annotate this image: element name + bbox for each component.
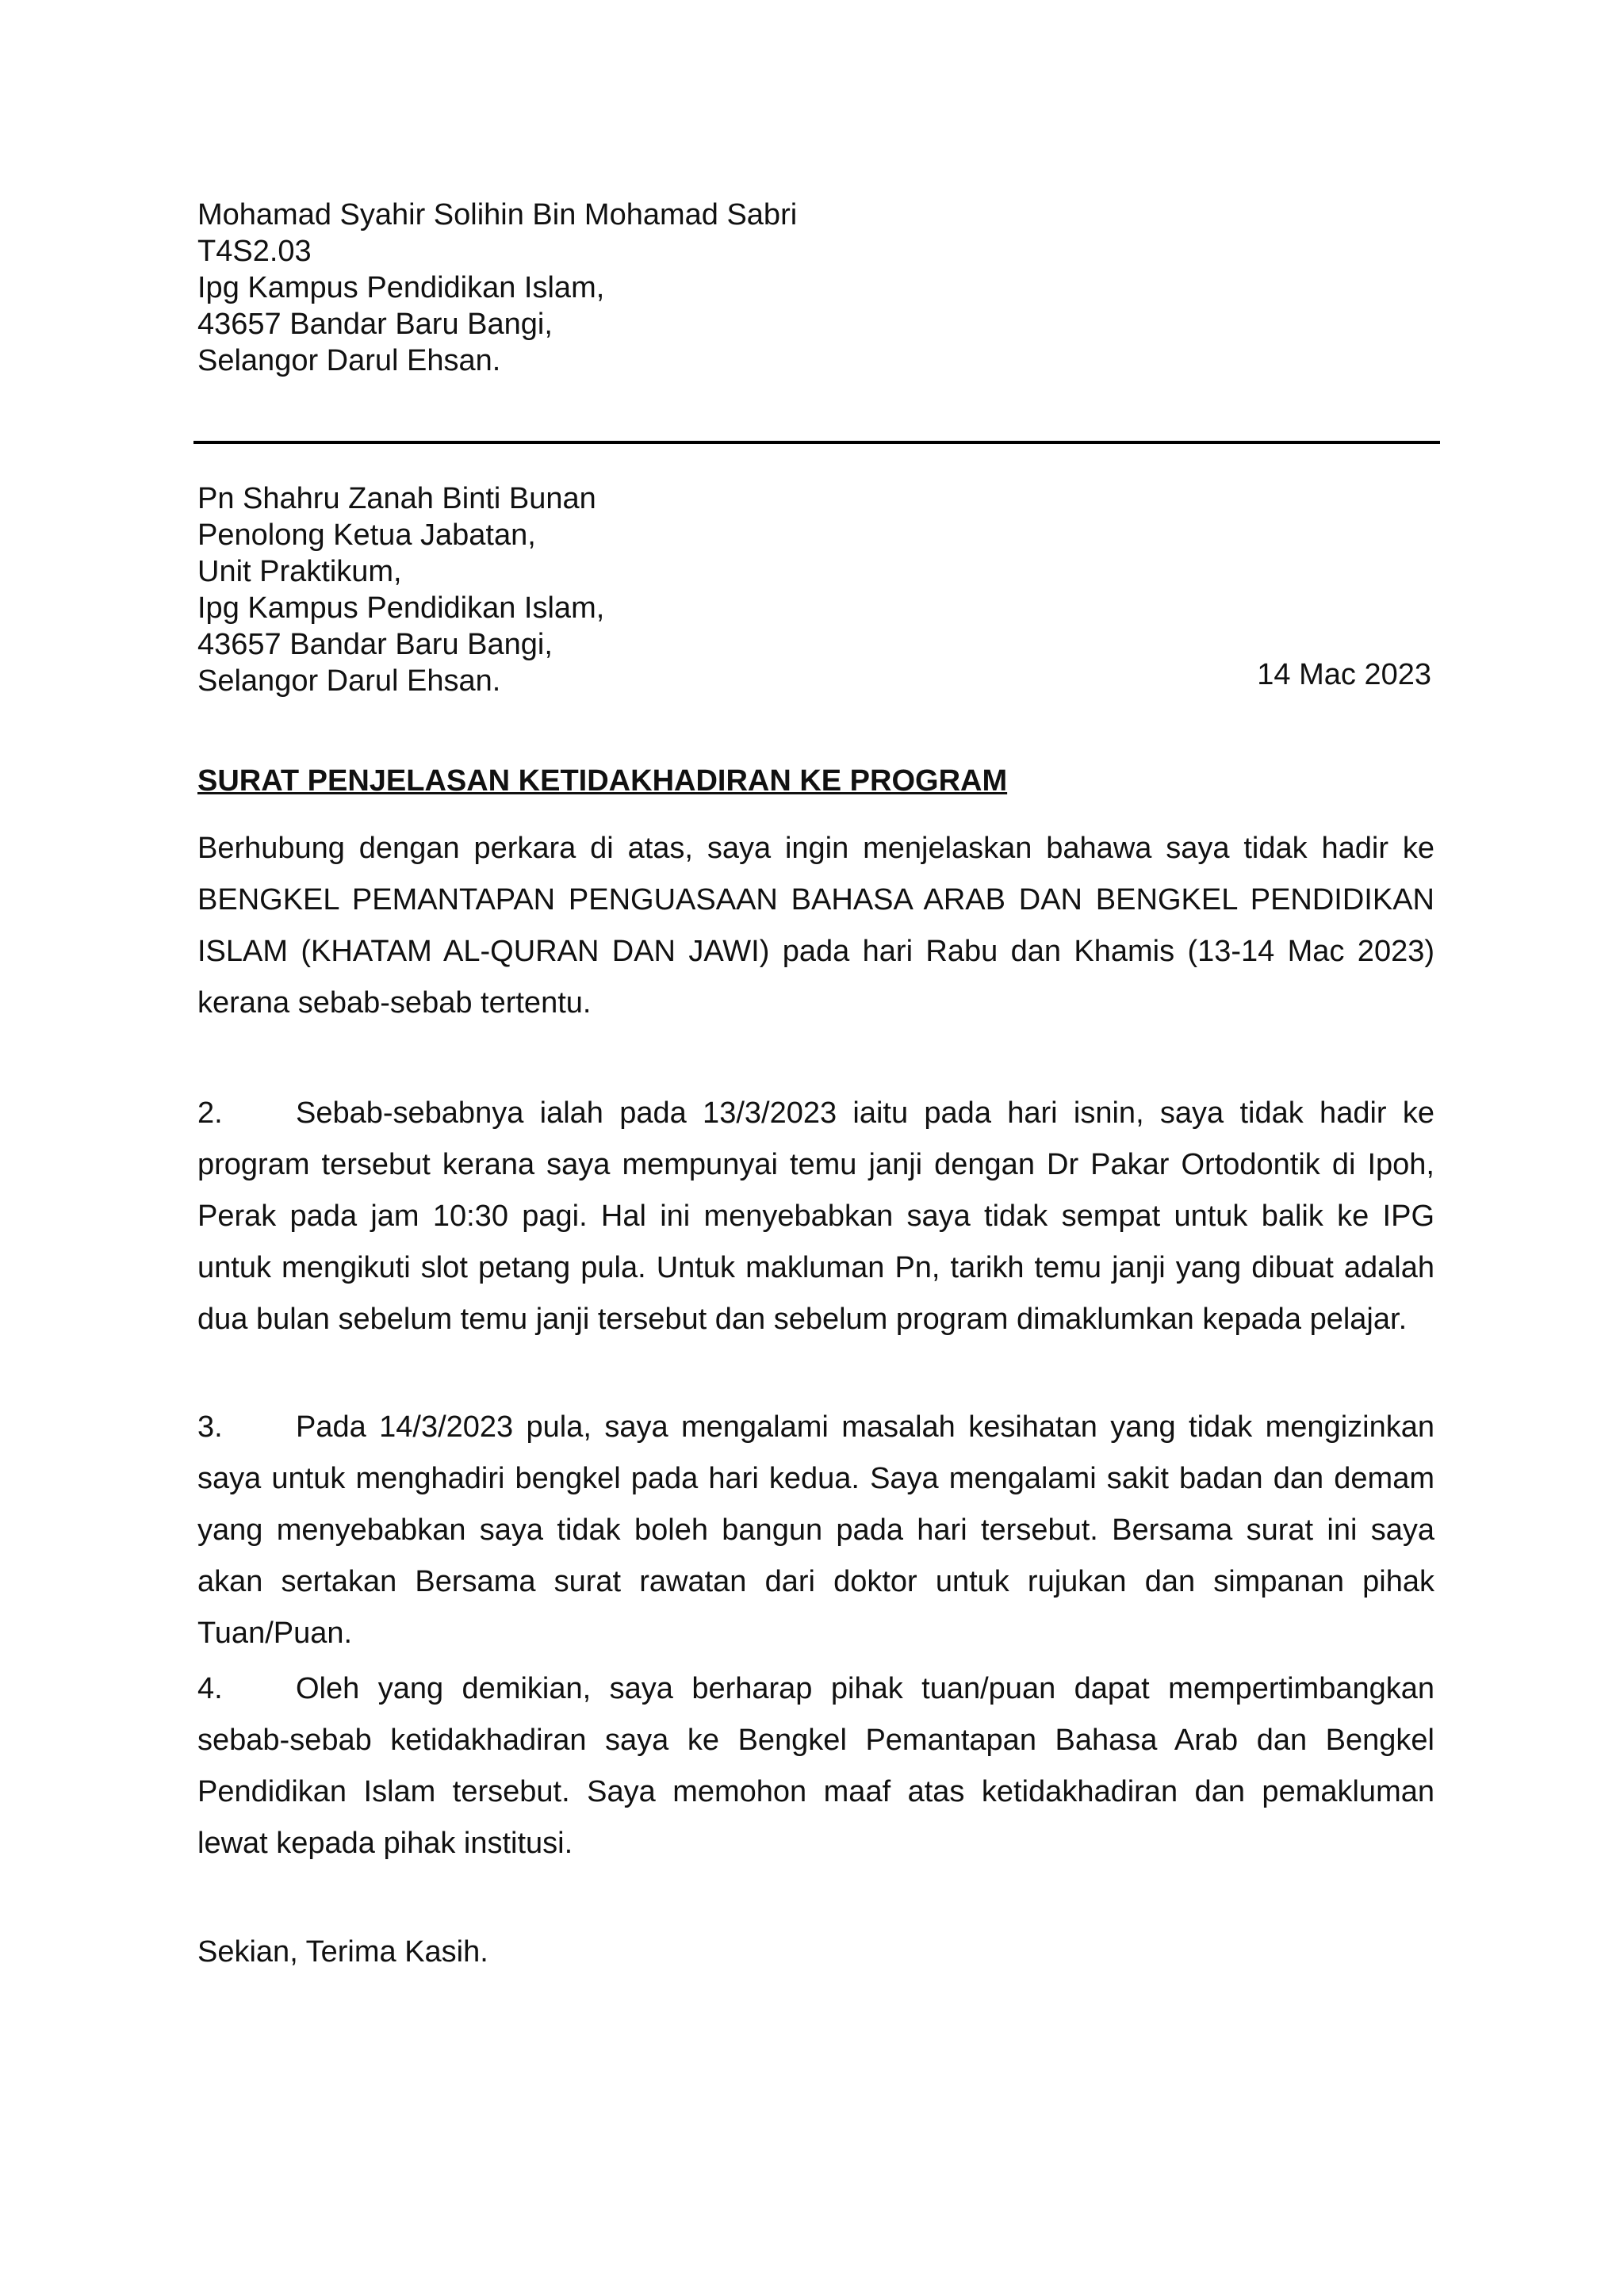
header-divider [193,441,1440,444]
letter-title: SURAT PENJELASAN KETIDAKHADIRAN KE PROGRAM [197,764,1008,798]
recipient-name: Pn Shahru Zanah Binti Bunan [197,482,596,515]
closing-line: Sekian, Terima Kasih. [197,1935,488,1969]
sender-institution: Ipg Kampus Pendidikan Islam, [197,271,605,304]
paragraph-2 [197,1088,1434,1345]
recipient-postcode-city: 43657 Bandar Baru Bangi, [197,628,553,661]
sender-postcode-city: 43657 Bandar Baru Bangi, [197,308,553,341]
recipient-unit: Unit Praktikum, [197,555,402,588]
paragraph-4 [197,1663,1434,1869]
paragraph-1 [197,823,1434,1029]
recipient-position: Penolong Ketua Jabatan, [197,519,536,552]
paragraph-3-text: Pada 14/3/2023 pula, saya mengalami masalah kesihatan yang tidak mengizinkan saya untuk menghadiri bengkel pada hari kedua. Saya mengalami sakit badan dan demam yang menyebabkan saya tidak boleh bangun pada hari tersebut. Bersama surat ini saya akan sertakan Bersama surat rawatan dari doktor untuk rujukan dan simpanan pihak Tuan/Puan. [197,1410,1434,1650]
paragraph-2-number: 2. [197,1096,223,1130]
recipient-institution: Ipg Kampus Pendidikan Islam, [197,591,605,625]
paragraph-2-text: Sebab-sebabnya ialah pada 13/3/2023 iaitu pada hari isnin, saya tidak hadir ke program tersebut kerana saya mempunyai temu janji dengan Dr Pakar Ortodontik di Ipoh, Perak pada jam 10:30 pagi. Hal ini menyebabkan saya tidak sempat untuk balik ke IPG untuk mengikuti slot petang pula. Untuk makluman Pn, tarikh temu janji yang dibuat adalah dua bulan sebelum temu janji tersebut dan sebelum program dimaklumkan kepada pelajar. [197,1096,1434,1336]
letter-date: 14 Mac 2023 [1257,658,1431,691]
paragraph-3-number: 3. [197,1410,223,1444]
sender-address [197,197,1149,379]
paragraph-3 [197,1402,1434,1659]
recipient-address [197,480,1149,699]
sender-class-code: T4S2.03 [197,235,312,268]
sender-name: Mohamad Syahir Solihin Bin Mohamad Sabri [197,198,798,232]
paragraph-4-text: Oleh yang demikian, saya berharap pihak tuan/puan dapat mempertimbangkan sebab-sebab ketidakhadiran saya ke Bengkel Pemantapan Bahasa Arab dan Bengkel Pendidikan Islam tersebut. Saya memohon maaf atas ketidakhadiran dan pemakluman lewat kepada pihak institusi. [197,1672,1434,1860]
sender-state: Selangor Darul Ehsan. [197,344,501,377]
paragraph-1-text: Berhubung dengan perkara di atas, saya ingin menjelaskan bahawa saya tidak hadir ke BENGKEL PEMANTAPAN PENGUASAAN BAHASA ARAB DAN BENGKEL PENDIDIKAN ISLAM (KHATAM AL-QURAN DAN JAWI) pada hari Rabu dan Khamis (13-14 Mac 2023) kerana sebab-sebab tertentu. [197,832,1434,1020]
recipient-state: Selangor Darul Ehsan. [197,664,501,698]
paragraph-4-number: 4. [197,1672,223,1705]
